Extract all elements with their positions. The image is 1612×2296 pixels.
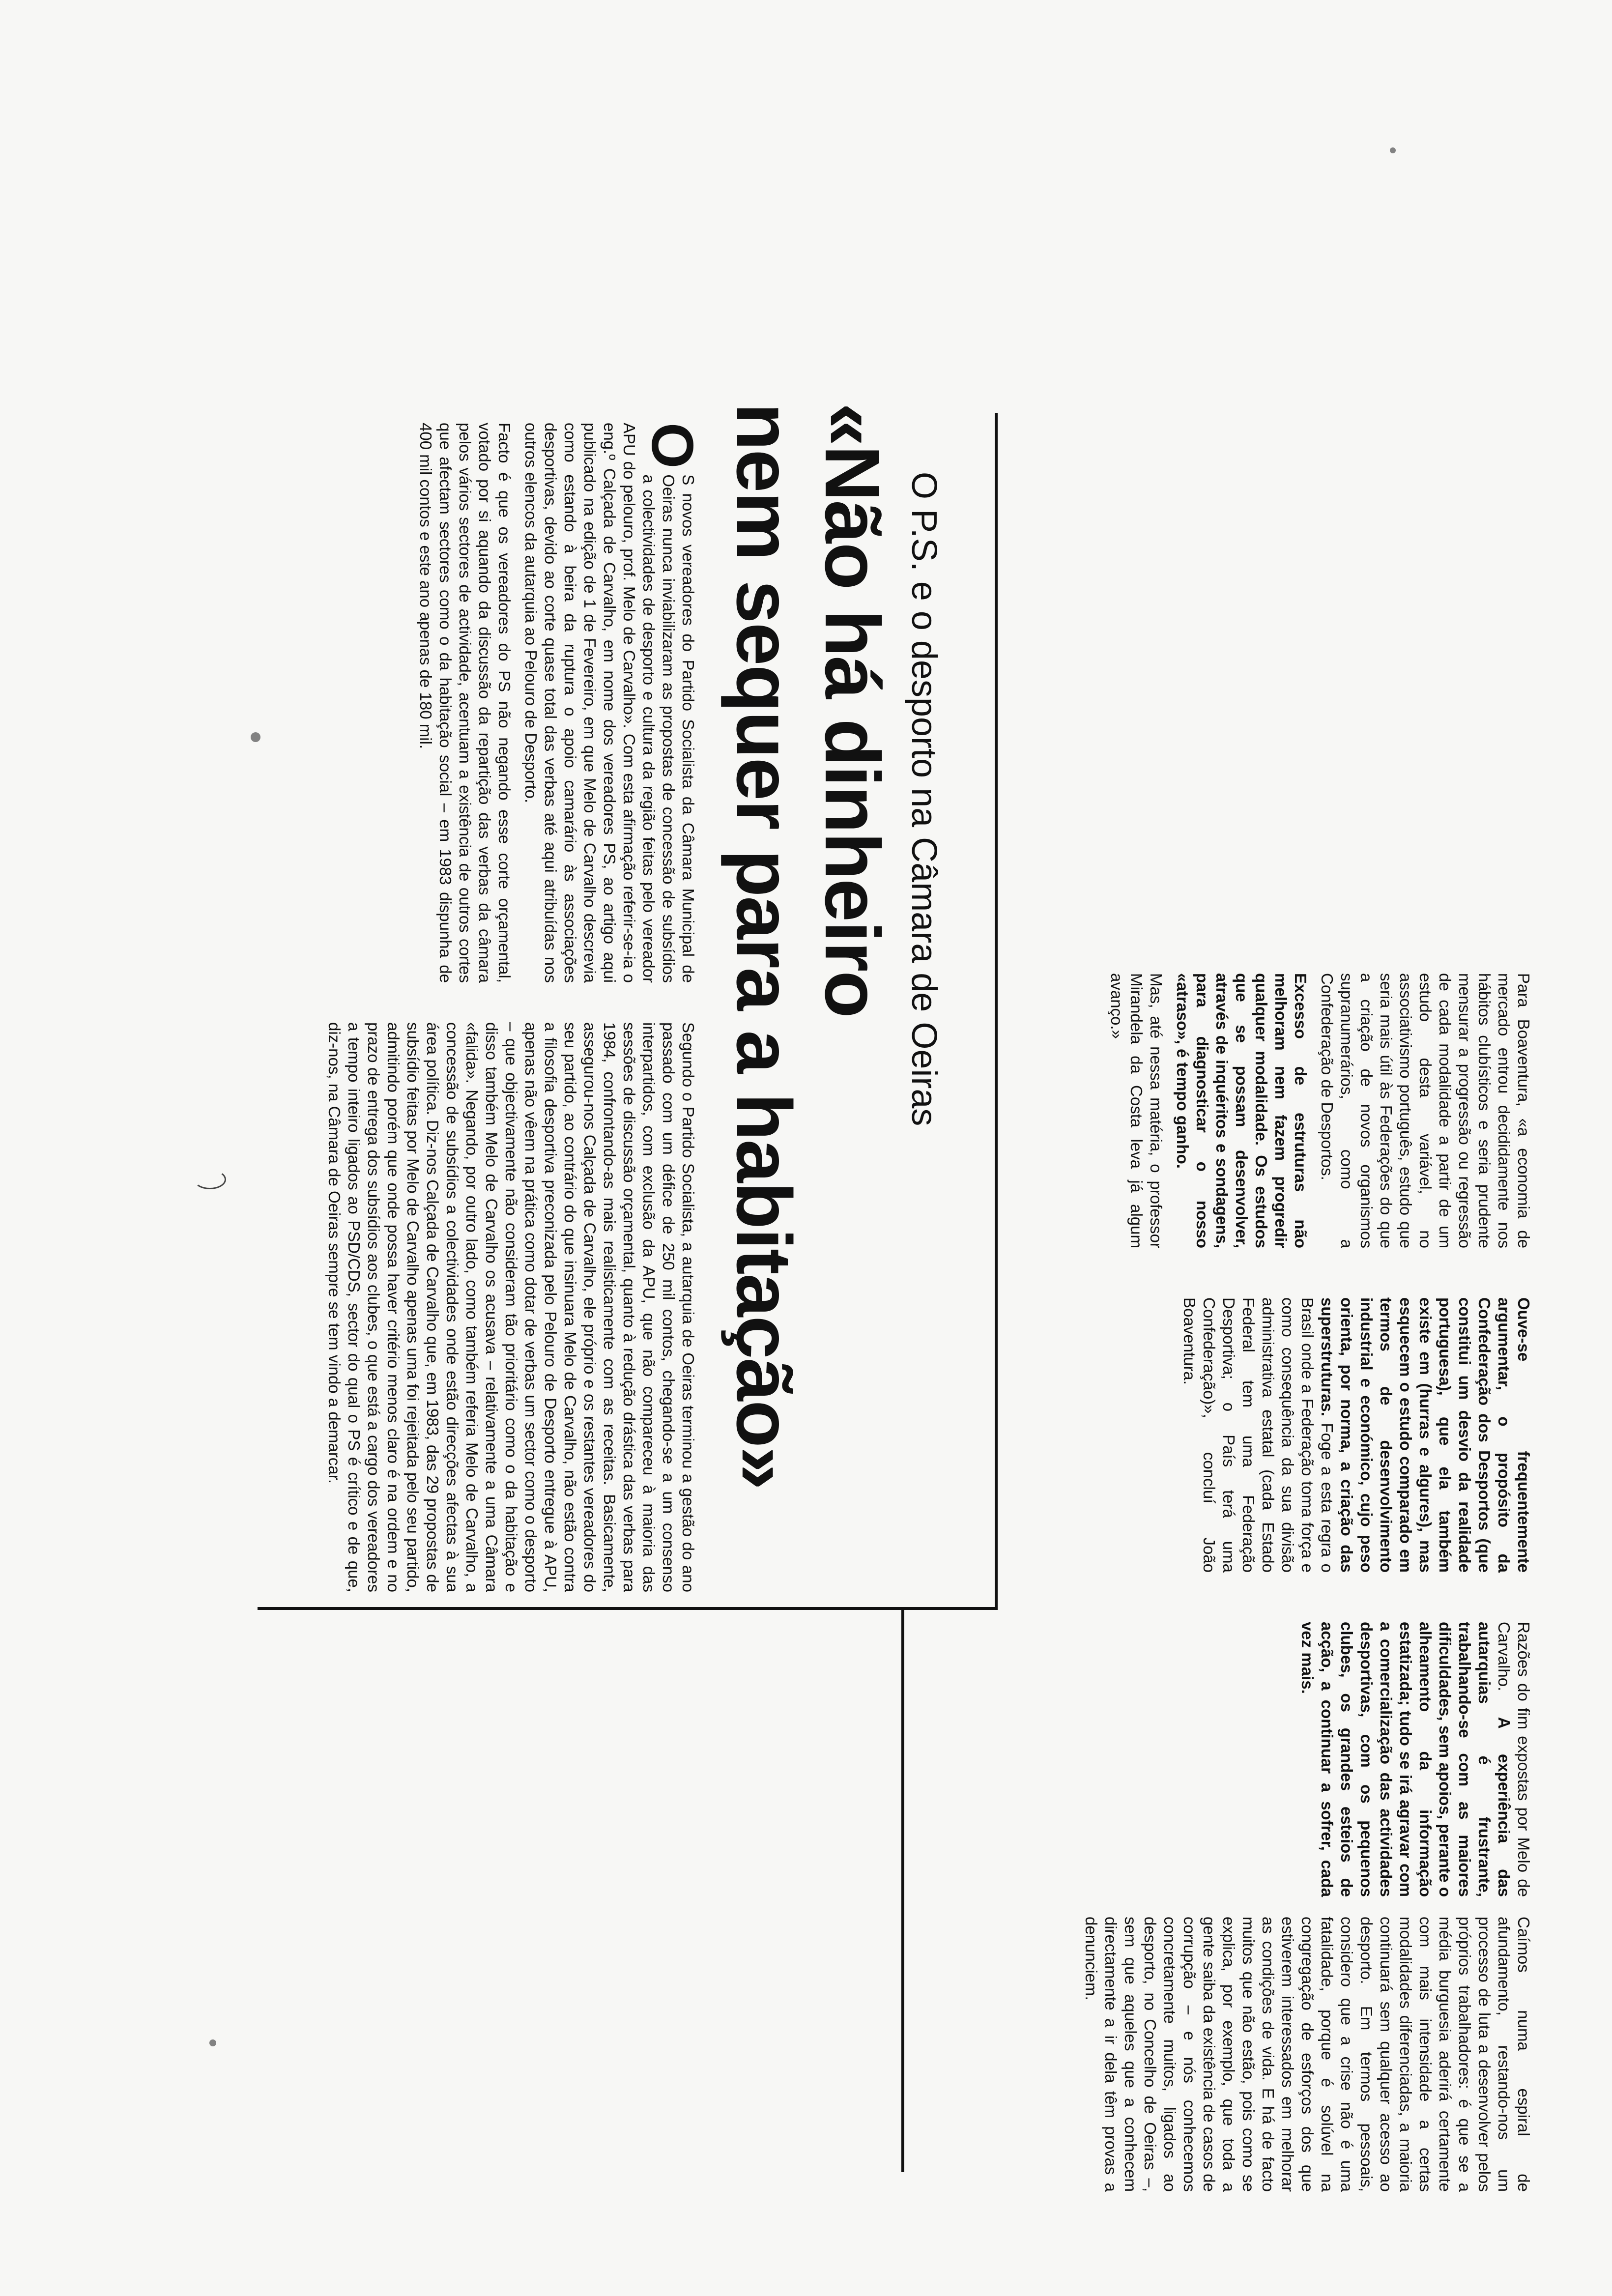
article-bold-lead: Ouve-se frequentemente argumentar, o propósito da Confederação dos Desportos (que constitui um desvio da realidade portuguesa), que ela também existe em (hurras e algures), mas esquecem o estudo comparado em termos de desenvolvimento industrial e económico, cujo peso orienta, por norma, a criação das superstruturas. <box>1318 1297 1533 1573</box>
article-column-1 <box>1100 973 1533 1248</box>
article-text: Razões do fim expostas por Melo de Carvalho. <box>1495 1622 1533 1897</box>
article-subhead: Excesso de estruturas não melhoram nem fazem progredir qualquer modalidade. Os estudos que se possam desenvolver, através de inquéritos e sondagens, para diagnosticar o nosso «atraso», é tempo ganho. <box>1174 973 1310 1248</box>
scan-mark <box>194 1170 226 1189</box>
scan-speck <box>251 732 260 742</box>
article-column-3 <box>1291 1622 1533 1897</box>
article-paragraph-start <box>1180 1297 1533 1573</box>
sidebar-frame-extension <box>258 1607 904 2172</box>
scan-speck <box>209 2039 216 2046</box>
sidebar-kicker: O P.S. e o desporto na Câmara de Oeiras <box>904 472 944 1126</box>
article-column-4 <box>1074 1917 1533 2192</box>
sidebar-headline-line-2: nem sequer para a habitação» <box>720 403 807 1489</box>
article-bold-text: A experiência das autarquias é frustrante, trabalhando-se com as maiores dificuldades, sem apoios, perante o alheamento da informação estatizada; tudo se irá agravar com a comercialização das actividades desportivas, com os pequenos clubes, os grandes esteios de acção, a continuar a sofrer, cada vez mais. <box>1298 1622 1513 1897</box>
article-paragraph: Para Boaventura, «a economia de mercado entrou decididamente nos hábitos clubísticos e seria prudente mensurar a progressão ou regressão de cada modalidade a partir de um estudo desta variável, no associativismo português, estudo que seria mais útil às Federações do que a criação de novos organismos supranumerários, como a Confederação de Desportos. <box>1318 973 1533 1248</box>
sidebar-paragraph: Facto é que os vereadores do PS não negando esse corte orçamental, votado por si aquando da discussão da repartição das verbas da câmara pelos vários sectores de actividade, acentuam a existência de outros cortes que afectam sectores como o da habitação social – em 1983 dispunha de 400 mil contos e este ano apenas de 180 mil. <box>417 423 514 983</box>
article-column-2 <box>1173 1297 1533 1573</box>
sidebar-column-1 <box>409 423 705 983</box>
sidebar-headline-line-1: «Não há dinheiro <box>809 403 895 1017</box>
article-paragraph: Mas, até nessa matéria, o professor Mirandela da Costa leva já algum avanço.» <box>1108 973 1165 1248</box>
article-text: Foge a esta regra o Brasil onde a Federação toma força e como consequência da sua divisão administrativa estatal (cada Estado Federal tem uma Federação Desportiva; o País terá uma Confederação)», concluí João Boaventura. <box>1180 1297 1336 1573</box>
article-paragraph <box>1297 1622 1533 1897</box>
sidebar-column-2 <box>317 1022 698 1592</box>
sidebar-paragraph: Segundo o Partido Socialista, a autarquia de Oeiras terminou a gestão do ano passado com um défice de 250 mil contos, chegando-se a um consenso interpartidos, com exclusão da APU, que não compareceu à maioria das sessões de discussão orçamental, quanto à redução drástica das verbas para 1984, confrontando-as mais realisticamente com as receitas. Basicamente, assegurou-nos Calçada de Carvalho, ele próprio e os restantes vereadores do seu partido, ao contrário do que insinuara Melo de Carvalho, não estão contra a filosofia desportiva preconizada pelo Pelouro de Desporto entregue à APU, apenas não vêem na prática como dotar de verbas um sector como o desporto – que objectivamente não consideram tão prioritário como o da habitação e disso também Melo de Carvalho os acusava – relativamente a uma Câmara «falida». Negando, por outro lado, como também referia Melo de Carvalho, a concessão de subsídios a colectividades onde estão direcções afectas à sua área política. Diz-nos Calçada de Carvalho que, em 1983, das 29 propostas de subsídio feitas por Melo de Carvalho apenas uma foi rejeitada pelo seu partido, admitindo porém que onde possa haver critério menos claro é na ordem e no prazo de entrega dos subsídios aos clubes, o que está a cargo dos vereadores a tempo inteiro ligados ao PSD/CDS, sector do qual o PS é crítico e de que, diz-nos, na Câmara de Oeiras sempre se tem vindo a demarcar. <box>325 1022 697 1592</box>
article-paragraph: Caímos numa espiral de afundamento, restando-nos um processo de luta a desenvolver pelos próprios trabalhadores: é que se a média burguesia aderirá certamente com mais intensidade a certas modalidades diferenciadas, a maioria continuará sem qualquer acesso ao desporto. Em termos pessoais, considero que a crise não é uma fatalidade, porque é solúvel na congregação de esforços dos que estiverem interessados em melhorar as condições de vida. E há de facto muitos que não estão, pois como se explica, por exemplo, que toda a gente saiba da existência de casos de corrupção – e nós conhecemos concretamente muitos, ligados ao desporto, no Concelho de Oeiras –, sem que aqueles que a conhecem directamente a ir dela têm provas a denunciem. <box>1082 1917 1533 2192</box>
dropcap: O <box>639 423 705 469</box>
rotated-clipping <box>118 98 1543 2202</box>
sidebar-paragraph <box>521 423 705 983</box>
sidebar-text: S novos vereadores do Partido Socialista da Câmara Municipal de Oeiras nunca inviabilizaram as propostas de concessão de subsídios a colectividades de desporto e cultura da região feitas pelo vereador APU do pelouro, prof. Melo de Carvalho». Com esta afirmação referir-se-ia o eng.º Calçada de Carvalho, em nome dos vereadores PS, ao artigo aqui publicado na edição de 1 de Fevereiro, em que Melo de Carvalho descrevia como estando à beira da ruptura o apoio camarário às associações desportivas, devido ao corte quase total das verbas até aqui atribuídas nos outros elencos da autarquia ao Pelouro de Desporto. <box>522 423 697 983</box>
scan-speck <box>1390 147 1396 153</box>
